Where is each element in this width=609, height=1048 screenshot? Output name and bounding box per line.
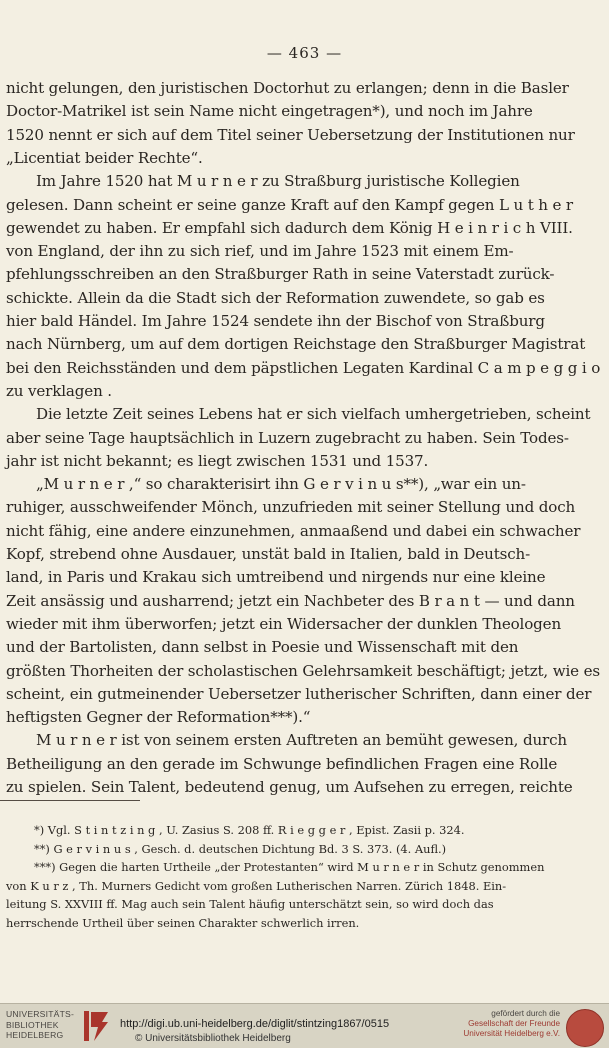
text-line: Kopf, strebend ohne Ausdauer, unstät bald in Italien, bald in Deutsch- [6,545,531,563]
text-line: nicht gelungen, den juristischen Doctorhut zu erlangen; denn in die Basler [6,79,569,97]
footnote-line: ***) Gegen die harten Urtheile „der Protestanten“ wird M u r n e r in Schutz genommen [34,860,545,875]
footer-bar [0,1003,609,1048]
text-line: hier bald Händel. Im Jahre 1524 sendete ihn der Bischof von Straßburg [6,312,545,330]
text-line: von England, der ihn zu sich rief, und im Jahre 1523 mit einem Em- [6,242,514,261]
text-line: pfehlungsschreiben an den Straßburger Rath in seine Vaterstadt zurück- [6,265,555,284]
text-line: zu verklagen . [6,381,112,400]
sponsor-line: gefördert durch die [491,1009,560,1018]
text-line: scheint, ein gutmeinender Uebersetzer lutherischer Schriften, dann einer der [6,684,592,703]
text-line: wieder mit ihm überworfen; jetzt ein Widersacher der dunklen Theologen [6,614,562,633]
sponsor-text [440,1009,560,1039]
text-line: Die letzte Zeit seines Lebens hat er sich vielfach umhergetrieben, scheint [36,405,591,424]
library-name-line: UNIVERSITÄTS- [6,1009,75,1019]
text-line: Betheiligung an den gerade im Schwunge befindlichen Fragen eine Rolle [6,754,558,773]
page-number: — 463 — [266,44,343,62]
text-line: heftigsten Gegner der Reformation***).“ [6,708,311,727]
text-line: 1520 nennt er sich auf dem Titel seiner Uebersetzung der Institutionen nur [6,125,575,144]
text-line: „Licentiat beider Rechte“. [6,148,203,167]
footnote-line: **) G e r v i n u s , Gesch. d. deutschen Dichtung Bd. 3 S. 373. (4. Aufl.) [34,841,447,856]
text-line: Im Jahre 1520 hat M u r n e r zu Straßburg juristische Kollegien [36,172,520,191]
footnote-rule [0,800,140,801]
text-line: Doctor-Matrikel ist sein Name nicht eingetragen*), und noch im Jahre [6,102,533,121]
footnote-line: herrschende Urtheil über seinen Charakter schwerlich irren. [6,916,360,930]
text-line: größten Thorheiten der scholastischen Gelehrsamkeit beschäftigt; jetzt, wie es [6,661,600,680]
text-line: „M u r n e r ,“ so charakterisirt ihn G e r v i n u s**), „war ein un- [36,475,526,494]
text-line: ruhiger, ausschweifender Mönch, unzufrieden mit seiner Stellung und doch [6,498,576,517]
text-line: land, in Paris und Krakau sich umtreibend und nirgends nur eine kleine [6,568,546,587]
text-line: gewendet zu haben. Er empfahl sich dadurch dem König H e i n r i c h VIII. [6,218,573,237]
university-seal-icon [566,1009,604,1047]
library-name-line: BIBLIOTHEK [6,1019,59,1030]
footnote-line: von K u r z , Th. Murners Gedicht vom großen Lutherischen Narren. Zürich 1848. Ein- [6,878,507,893]
library-name-line: HEIDELBERG [6,1030,64,1040]
text-line: bei den Reichsständen und dem päpstlichen Legaten Kardinal C a m p e g g i o [6,358,601,377]
copyright-text: © Universitätsbibliothek Heidelberg [135,1033,291,1044]
sponsor-line: Gesellschaft der Freunde [468,1019,560,1028]
text-line: Zeit ansässig und ausharrend; jetzt ein Nachbeter des B r a n t — und dann [6,591,575,610]
library-logo-icon [82,1008,112,1044]
text-line: jahr ist nicht bekannt; es liegt zwischen 1531 und 1537. [6,451,429,470]
text-line: nach Nürnberg, um auf dem dortigen Reichstage den Straßburger Magistrat [6,335,586,354]
text-line: M u r n e r ist von seinem ersten Auftreten an bemüht gewesen, durch [36,731,567,750]
text-line: zu spielen. Sein Talent, bedeutend genug, um Aufsehen zu erregen, reichte [6,778,573,796]
footnote-line: leitung S. XXVIII ff. Mag auch sein Talent häufig unterschätzt sein, so wird doch das [6,897,494,912]
library-logo-text [6,1009,78,1041]
text-line: gelesen. Dann scheint er seine ganze Kraft auf den Kampf gegen L u t h e r [6,195,573,214]
text-line: aber seine Tage hauptsächlich in Luzern zugebracht zu haben. Sein Todes- [6,428,569,447]
text-line: schickte. Allein da die Stadt sich der Reformation zuwendete, so gab es [6,288,545,307]
footnote-line: *) Vgl. S t i n t z i n g , U. Zasius S. 208 ff. R i e g g e r , Epist. Zasii p. 324. [34,823,465,837]
text-line: und der Bartolisten, dann selbst in Poesie und Wissenschaft mit den [6,638,519,657]
text-line: nicht fähig, eine andere einzunehmen, anmaaßend und dabei ein schwacher [6,521,581,540]
sponsor-line: Universität Heidelberg e.V. [463,1029,560,1038]
permalink-url[interactable]: http://digi.ub.uni-heidelberg.de/diglit/stintzing1867/0515 [120,1018,390,1030]
